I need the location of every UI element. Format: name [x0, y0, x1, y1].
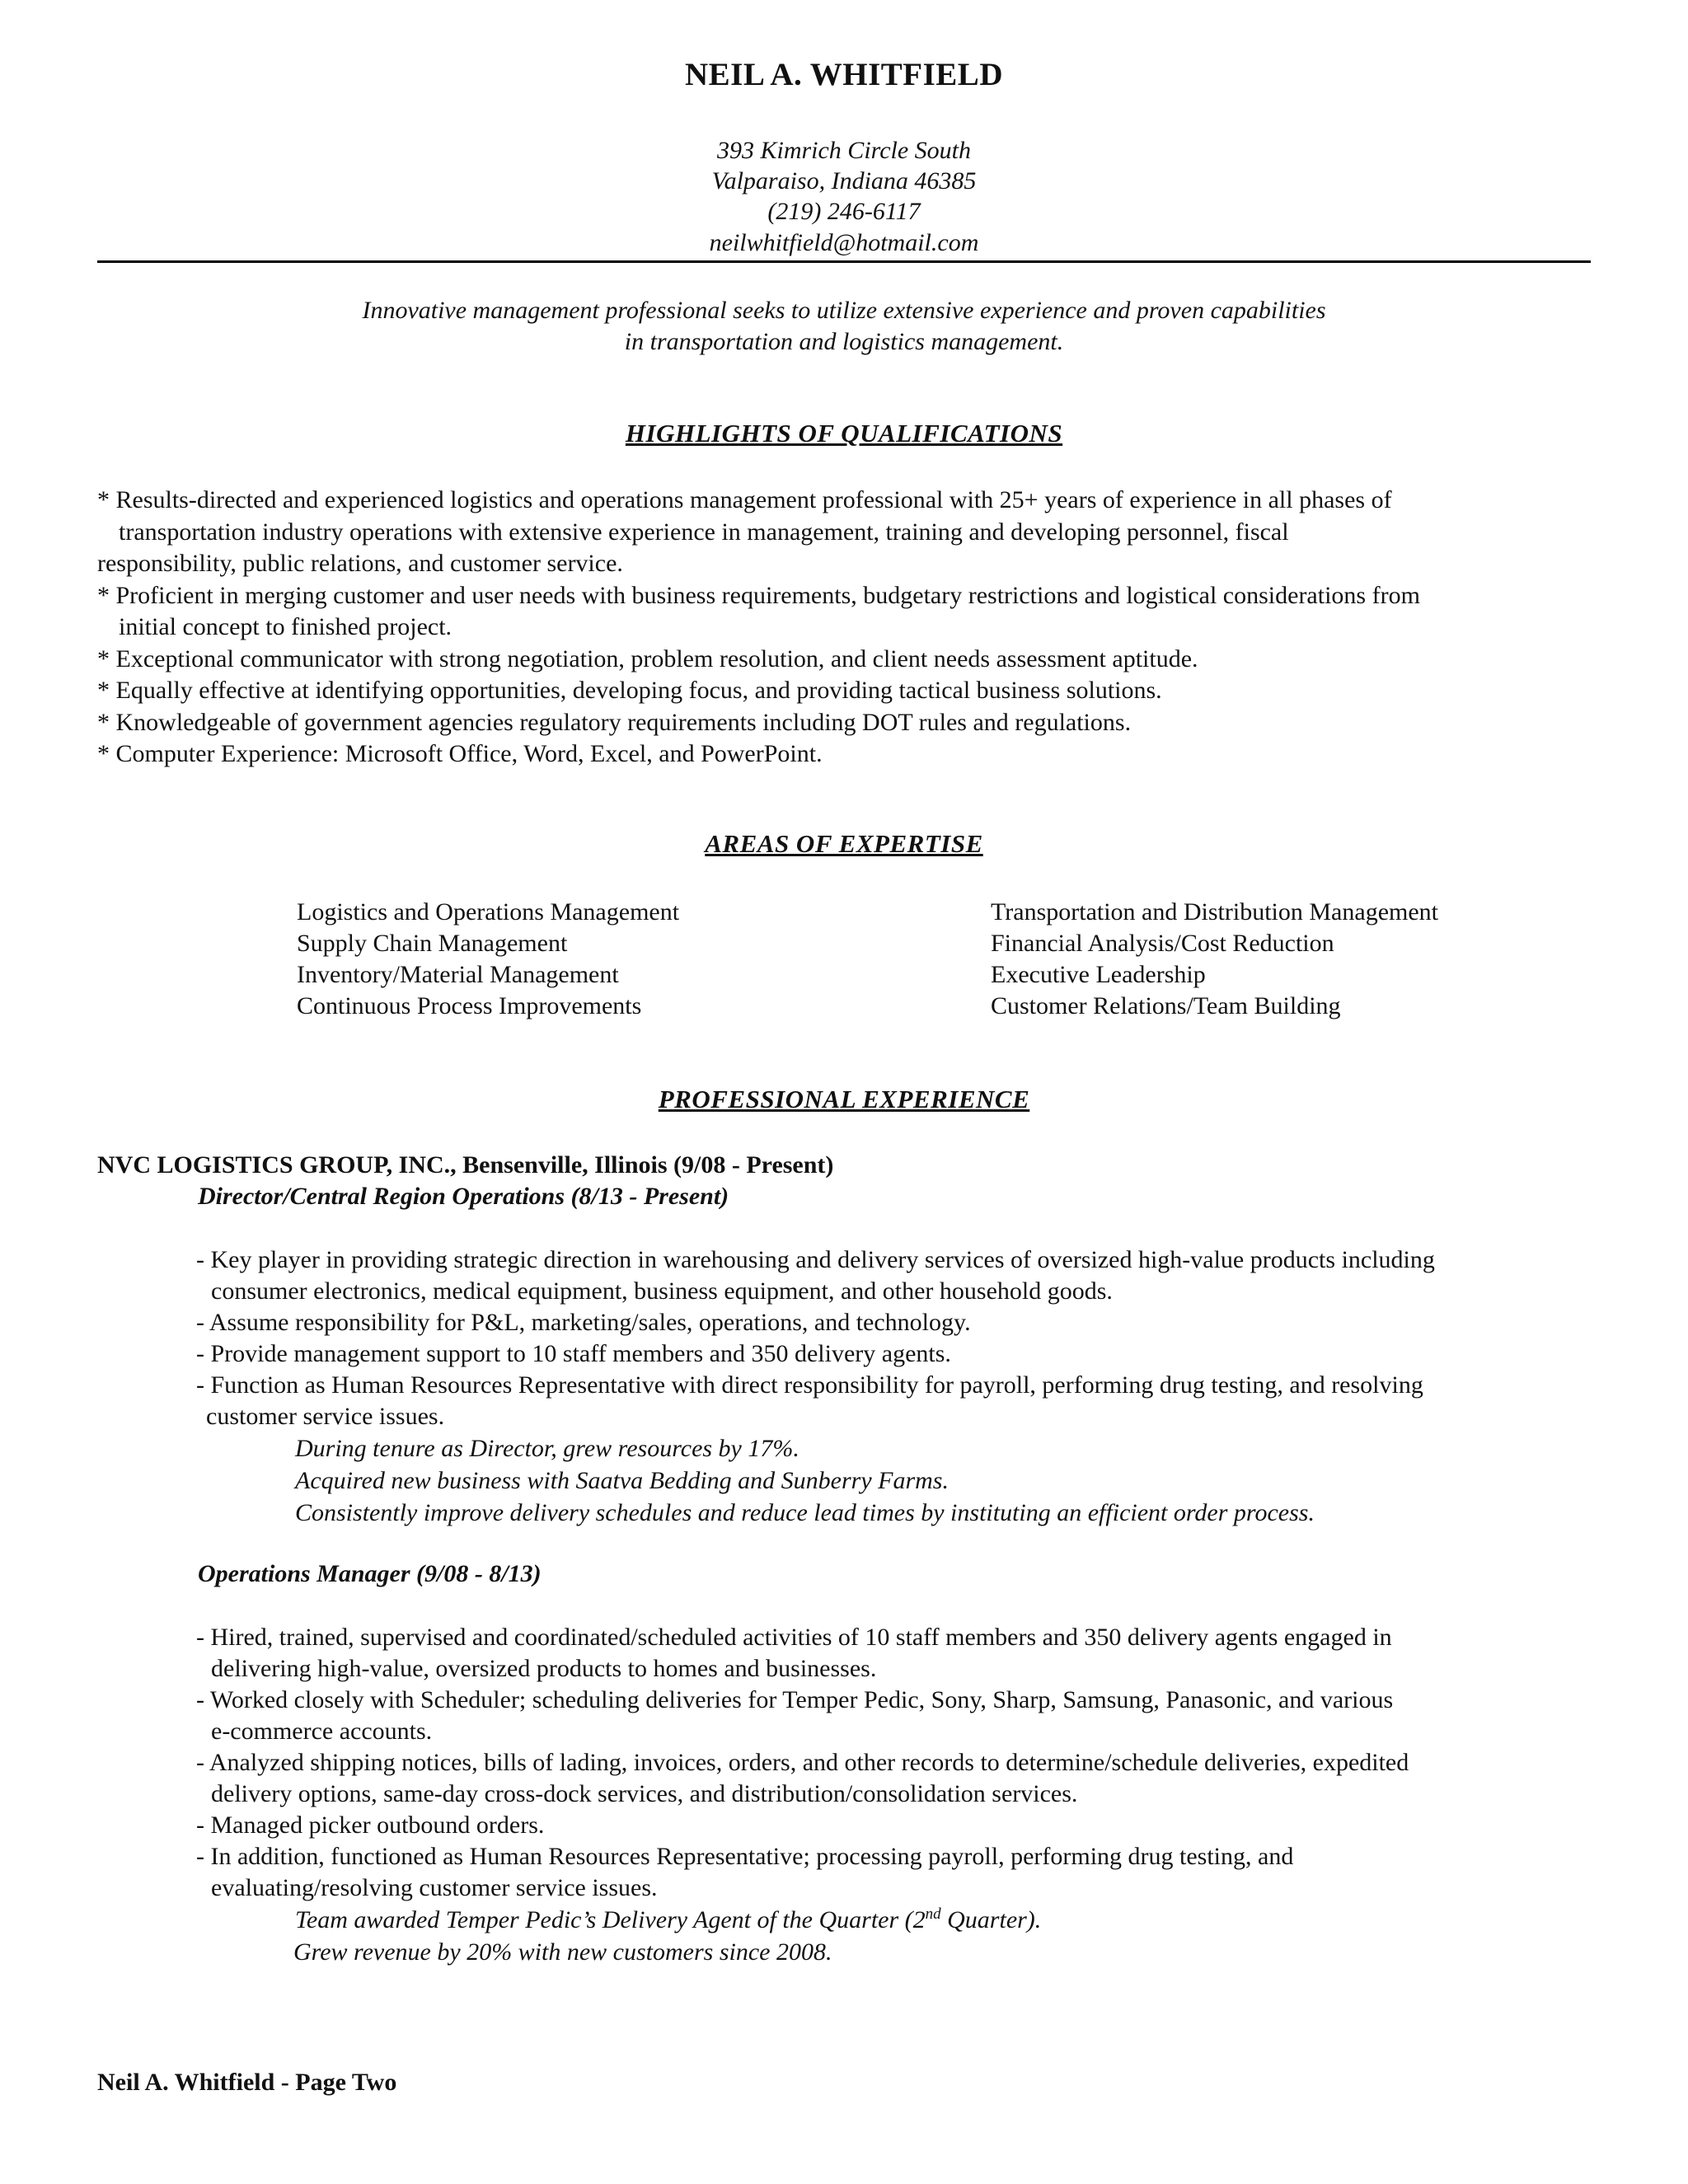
- duty-line: - Analyzed shipping notices, bills of lading, invoices, orders, and other records to determine/schedule deliveries, expedited: [196, 1749, 1409, 1776]
- expertise-item: Inventory/Material Management: [297, 961, 619, 988]
- duty-line: e-commerce accounts.: [211, 1718, 433, 1745]
- duty-line: consumer electronics, medical equipment, business equipment, and other household goods.: [211, 1277, 1113, 1305]
- duty-line: - Worked closely with Scheduler; scheduling deliveries for Temper Pedic, Sony, Sharp, Samsung, Panasonic, and various: [196, 1686, 1394, 1713]
- achievement-line: [295, 1904, 1041, 1936]
- header-divider: [97, 260, 1591, 263]
- achievement-line: Acquired new business with Saatva Bedding and Sunberry Farms.: [295, 1467, 949, 1494]
- expertise-item: Executive Leadership: [991, 961, 1206, 988]
- expertise-heading: AREAS OF EXPERTISE: [705, 829, 983, 858]
- role-title-director: Director/Central Region Operations (8/13 - Present): [198, 1183, 729, 1210]
- objective-statement: [0, 295, 1688, 358]
- duty-line: delivering high-value, oversized products to homes and businesses.: [211, 1655, 877, 1682]
- achievement-line: During tenure as Director, grew resources by 17%.: [295, 1435, 799, 1462]
- duty-line: - Assume responsibility for P&L, marketing/sales, operations, and technology.: [196, 1309, 971, 1336]
- phone-number: (219) 246-6117: [767, 198, 921, 225]
- page-footer-label: Neil A. Whitfield - Page Two: [97, 2069, 397, 2096]
- objective-line-2: in transportation and logistics management.: [624, 328, 1064, 355]
- achievement-line: Grew revenue by 20% with new customers since 2008.: [293, 1938, 832, 1966]
- operations-manager-duties: [196, 1622, 1409, 1904]
- duty-line: - Provide management support to 10 staff members and 350 delivery agents.: [196, 1340, 951, 1367]
- role-title-operations-manager: Operations Manager (9/08 - 8/13): [198, 1560, 542, 1587]
- highlight-line: initial concept to finished project.: [119, 613, 452, 640]
- experience-heading: PROFESSIONAL EXPERIENCE: [658, 1085, 1030, 1113]
- director-achievements: [295, 1432, 1315, 1529]
- expertise-item: Customer Relations/Team Building: [991, 992, 1341, 1019]
- operations-manager-achievements: [295, 1904, 1041, 1968]
- highlights-list: [97, 485, 1597, 771]
- email-address: neilwhitfield@hotmail.com: [709, 229, 979, 256]
- highlight-line: * Results-directed and experienced logistics and operations management professional with 25+ years of experience in all phases of: [97, 486, 1392, 513]
- expertise-left-column: [297, 897, 679, 1022]
- duty-line: - Function as Human Resources Representative with direct responsibility for payroll, performing drug testing, and resolving: [196, 1371, 1423, 1399]
- highlight-line: * Exceptional communicator with strong negotiation, problem resolution, and client needs assessment aptitude.: [97, 644, 1198, 673]
- ordinal-suffix: nd: [925, 1905, 941, 1923]
- highlights-heading: HIGHLIGHTS OF QUALIFICATIONS: [625, 419, 1063, 448]
- highlight-line: * Computer Experience: Microsoft Office, Word, Excel, and PowerPoint.: [97, 740, 823, 767]
- director-duties: [196, 1244, 1435, 1432]
- highlight-line: * Knowledgeable of government agencies regulatory requirements including DOT rules and regulations.: [97, 708, 1132, 736]
- achievement-text: Team awarded Temper Pedic’s Delivery Agent of the Quarter (2: [295, 1906, 926, 1933]
- duty-line: - Key player in providing strategic direction in warehousing and delivery services of oversized high-value products including: [196, 1246, 1435, 1273]
- expertise-item: Continuous Process Improvements: [297, 992, 642, 1019]
- highlight-line: * Equally effective at identifying opportunities, developing focus, and providing tactical business solutions.: [97, 677, 1162, 704]
- expertise-item: Logistics and Operations Management: [297, 898, 680, 926]
- duty-line: customer service issues.: [206, 1403, 445, 1430]
- address-line-2: Valparaiso, Indiana 46385: [711, 167, 977, 194]
- achievement-text: Quarter).: [940, 1906, 1042, 1933]
- highlight-line: responsibility, public relations, and customer service.: [97, 550, 623, 577]
- duty-line: - Managed picker outbound orders.: [196, 1811, 545, 1839]
- duty-line: - In addition, functioned as Human Resources Representative; processing payroll, performing drug testing, and: [196, 1843, 1294, 1870]
- duty-line: delivery options, same-day cross-dock services, and distribution/consolidation services.: [211, 1780, 1078, 1807]
- achievement-line: Consistently improve delivery schedules and reduce lead times by instituting an efficient order process.: [295, 1499, 1315, 1526]
- expertise-item: Financial Analysis/Cost Reduction: [991, 930, 1334, 957]
- objective-line-1: Innovative management professional seeks to utilize extensive experience and proven capabilities: [362, 297, 1326, 324]
- expertise-item: Supply Chain Management: [297, 930, 568, 957]
- company-line: NVC LOGISTICS GROUP, INC., Bensenville, Illinois (9/08 - Present): [97, 1151, 834, 1179]
- duty-line: - Hired, trained, supervised and coordinated/scheduled activities of 10 staff members and 350 delivery agents engaged in: [196, 1624, 1392, 1651]
- highlight-line: * Proficient in merging customer and user needs with business requirements, budgetary restrictions and logistical considerations from: [97, 581, 1420, 609]
- highlight-line: transportation industry operations with extensive experience in management, training and developing personnel, fiscal: [119, 518, 1289, 546]
- expertise-right-column: [991, 897, 1438, 1022]
- address-line-1: 393 Kimrich Circle South: [716, 137, 972, 164]
- candidate-name: NEIL A. WHITFIELD: [685, 57, 1003, 92]
- duty-line: evaluating/resolving customer service issues.: [211, 1874, 658, 1901]
- expertise-item: Transportation and Distribution Management: [991, 898, 1438, 926]
